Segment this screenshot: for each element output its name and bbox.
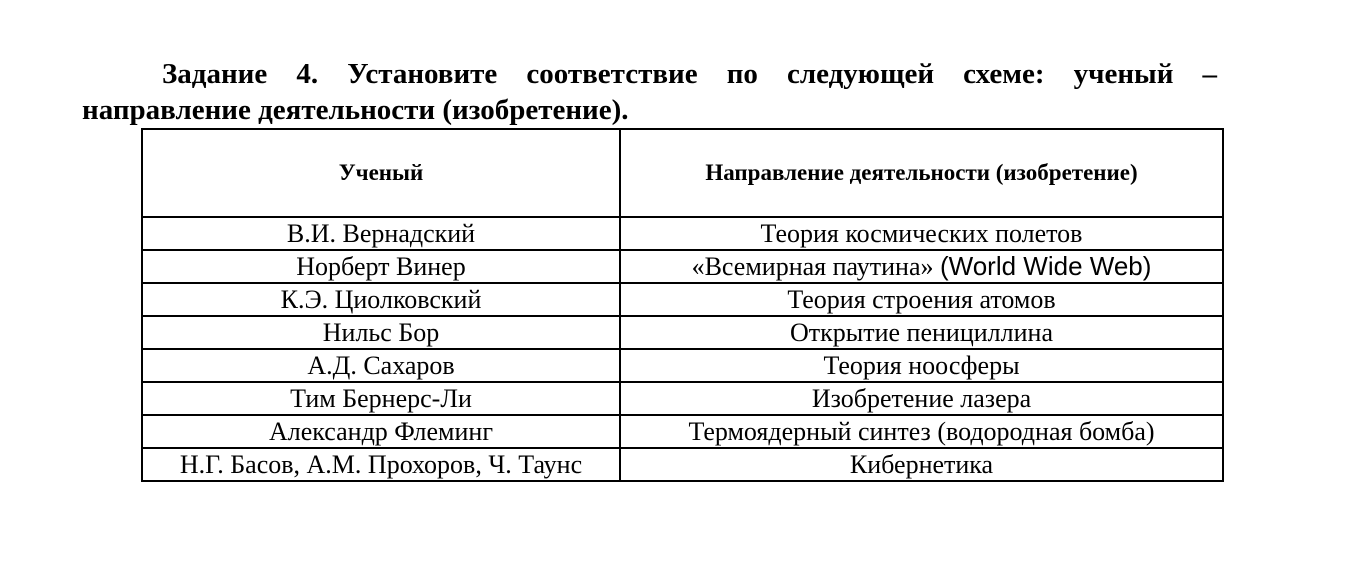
activity-cell bbox=[620, 250, 1223, 283]
table-row bbox=[142, 316, 1223, 349]
task-heading-line1: Задание 4. Установите соответствие по следующей схеме: ученый – bbox=[162, 58, 1217, 90]
header-scientist: Ученый bbox=[142, 129, 620, 217]
activity-cell: Кибернетика bbox=[620, 448, 1223, 481]
table-row bbox=[142, 283, 1223, 316]
table-row bbox=[142, 217, 1223, 250]
table-row bbox=[142, 250, 1223, 283]
scientist-cell: В.И. Вернадский bbox=[142, 217, 620, 250]
scientist-cell: Н.Г. Басов, А.М. Прохоров, Ч. Таунс bbox=[142, 448, 620, 481]
table-header-row bbox=[142, 129, 1223, 217]
activity-cell: Термоядерный синтез (водородная бомба) bbox=[620, 415, 1223, 448]
activity-cell: Теория строения атомов bbox=[620, 283, 1223, 316]
matching-table bbox=[141, 128, 1224, 482]
scientist-cell: Нильс Бор bbox=[142, 316, 620, 349]
table-row bbox=[142, 382, 1223, 415]
task-heading bbox=[82, 56, 1217, 128]
scientist-cell: А.Д. Сахаров bbox=[142, 349, 620, 382]
scientist-cell: Александр Флеминг bbox=[142, 415, 620, 448]
activity-cell: Открытие пенициллина bbox=[620, 316, 1223, 349]
activity-cell: Изобретение лазера bbox=[620, 382, 1223, 415]
table-row bbox=[142, 415, 1223, 448]
header-activity: Направление деятельности (изобретение) bbox=[620, 129, 1223, 217]
activity-cell: Теория ноосферы bbox=[620, 349, 1223, 382]
table-row bbox=[142, 349, 1223, 382]
task-heading-line2: направление деятельности (изобретение). bbox=[82, 94, 629, 126]
activity-text: «Всемирная паутина» bbox=[691, 252, 934, 281]
scientist-cell: Тим Бернерс-Ли bbox=[142, 382, 620, 415]
activity-cell: Теория космических полетов bbox=[620, 217, 1223, 250]
table-row bbox=[142, 448, 1223, 481]
scientist-cell: Норберт Винер bbox=[142, 250, 620, 283]
activity-text-en: (World Wide Web) bbox=[939, 251, 1152, 281]
scientist-cell: К.Э. Циолковский bbox=[142, 283, 620, 316]
